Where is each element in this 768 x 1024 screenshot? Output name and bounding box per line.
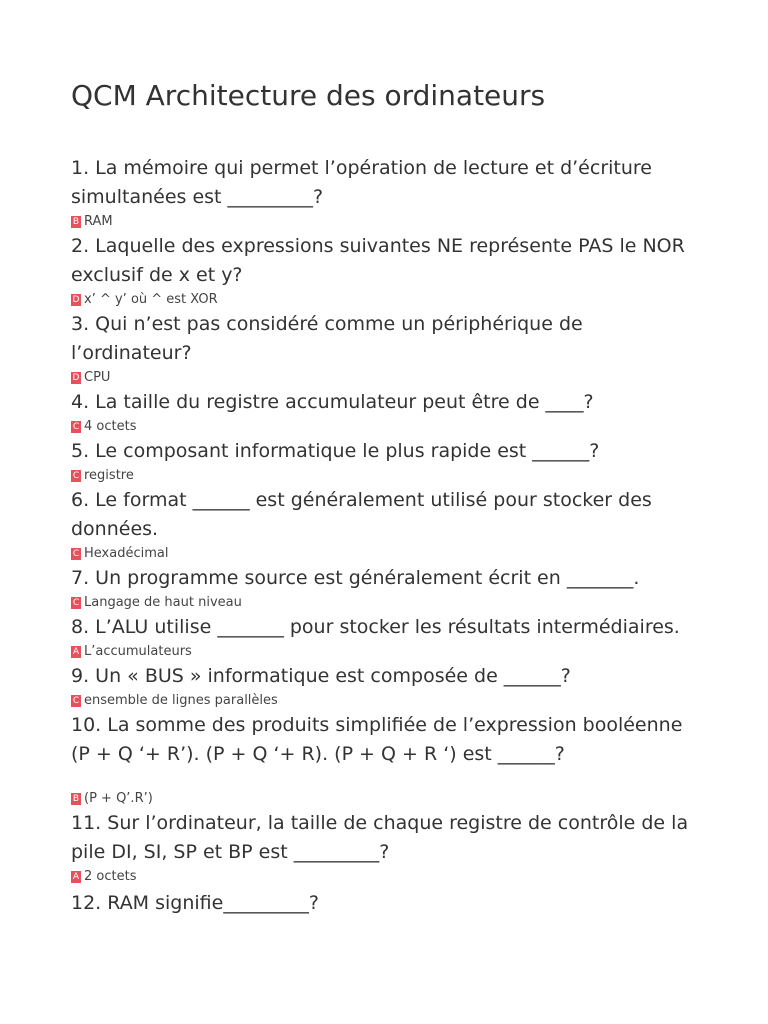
answer-text: CPU xyxy=(84,370,111,385)
question-text: 2. Laquelle des expressions suivantes NE représente PAS le NOR xyxy=(71,235,685,257)
answer-6 xyxy=(71,546,711,562)
answer-text: registre xyxy=(84,468,134,483)
question-text: 9. Un « BUS » informatique est composée de ______? xyxy=(71,665,571,687)
answer-letter-badge: C xyxy=(72,422,80,432)
question-text: 7. Un programme source est généralement écrit en _______. xyxy=(71,567,640,589)
answer-text: 4 octets xyxy=(84,419,137,434)
document-page xyxy=(71,78,711,918)
answer-text: x’ ^ y’ où ^ est XOR xyxy=(84,292,218,307)
answer-11 xyxy=(71,869,711,885)
question-text: 10. La somme des produits simplifiée de l’expression booléenne xyxy=(71,714,683,736)
question-text: 4. La taille du registre accumulateur peut être de ____? xyxy=(71,391,594,413)
question-text-continued: (P + Q ‘+ R’). (P + Q ‘+ R). (P + Q + R ‘) est ______? xyxy=(71,743,565,765)
question-text: 12. RAM signifie_________? xyxy=(71,892,319,914)
spacer xyxy=(71,769,711,789)
answer-1 xyxy=(71,214,711,230)
question-8 xyxy=(71,613,711,642)
question-text-continued: l’ordinateur? xyxy=(71,342,192,364)
question-1 xyxy=(71,154,711,212)
question-6 xyxy=(71,486,711,544)
answer-letter-badge: D xyxy=(72,295,80,305)
question-11 xyxy=(71,809,711,867)
answer-letter-badge: A xyxy=(72,872,80,882)
answer-letter-badge: B xyxy=(72,794,80,804)
answer-letter-badge: C xyxy=(72,696,80,706)
answer-2 xyxy=(71,292,711,308)
answer-10 xyxy=(71,791,711,807)
question-3 xyxy=(71,310,711,368)
answer-text: 2 octets xyxy=(84,869,137,884)
question-4 xyxy=(71,388,711,417)
answer-letter-badge: C xyxy=(72,598,80,608)
question-text: 6. Le format ______ est généralement utilisé pour stocker des xyxy=(71,489,652,511)
question-text-continued: pile DI, SI, SP et BP est _________? xyxy=(71,841,390,863)
question-7 xyxy=(71,564,711,593)
answer-letter-badge: C xyxy=(72,549,80,559)
answer-text: (P + Q’.R’) xyxy=(84,791,153,806)
question-9 xyxy=(71,662,711,691)
answer-7 xyxy=(71,595,711,611)
answer-text: Langage de haut niveau xyxy=(84,595,242,610)
answer-4 xyxy=(71,419,711,435)
question-text-continued: simultanées est _________? xyxy=(71,186,324,208)
question-10 xyxy=(71,711,711,769)
question-text: 11. Sur l’ordinateur, la taille de chaque registre de contrôle de la xyxy=(71,812,689,834)
question-12 xyxy=(71,889,711,918)
answer-letter-badge: C xyxy=(72,471,80,481)
answer-3 xyxy=(71,370,711,386)
answer-text: L’accumulateurs xyxy=(84,644,192,659)
answer-8 xyxy=(71,644,711,660)
answer-text: ensemble de lignes parallèles xyxy=(84,693,278,708)
answer-text: RAM xyxy=(84,214,113,229)
answer-letter-badge: A xyxy=(72,647,80,657)
question-2 xyxy=(71,232,711,290)
question-text: 3. Qui n’est pas considéré comme un périphérique de xyxy=(71,313,583,335)
question-text-continued: données. xyxy=(71,518,159,540)
answer-5 xyxy=(71,468,711,484)
answer-letter-badge: D xyxy=(72,373,80,383)
page-title: QCM Architecture des ordinateurs xyxy=(71,79,546,112)
question-text: 8. L’ALU utilise _______ pour stocker les résultats intermédiaires. xyxy=(71,616,680,638)
question-5 xyxy=(71,437,711,466)
answer-9 xyxy=(71,693,711,709)
question-text-continued: exclusif de x et y? xyxy=(71,264,243,286)
question-text: 5. Le composant informatique le plus rapide est ______? xyxy=(71,440,600,462)
question-text: 1. La mémoire qui permet l’opération de lecture et d’écriture xyxy=(71,157,652,179)
answer-text: Hexadécimal xyxy=(84,546,169,561)
answer-letter-badge: B xyxy=(72,217,80,227)
